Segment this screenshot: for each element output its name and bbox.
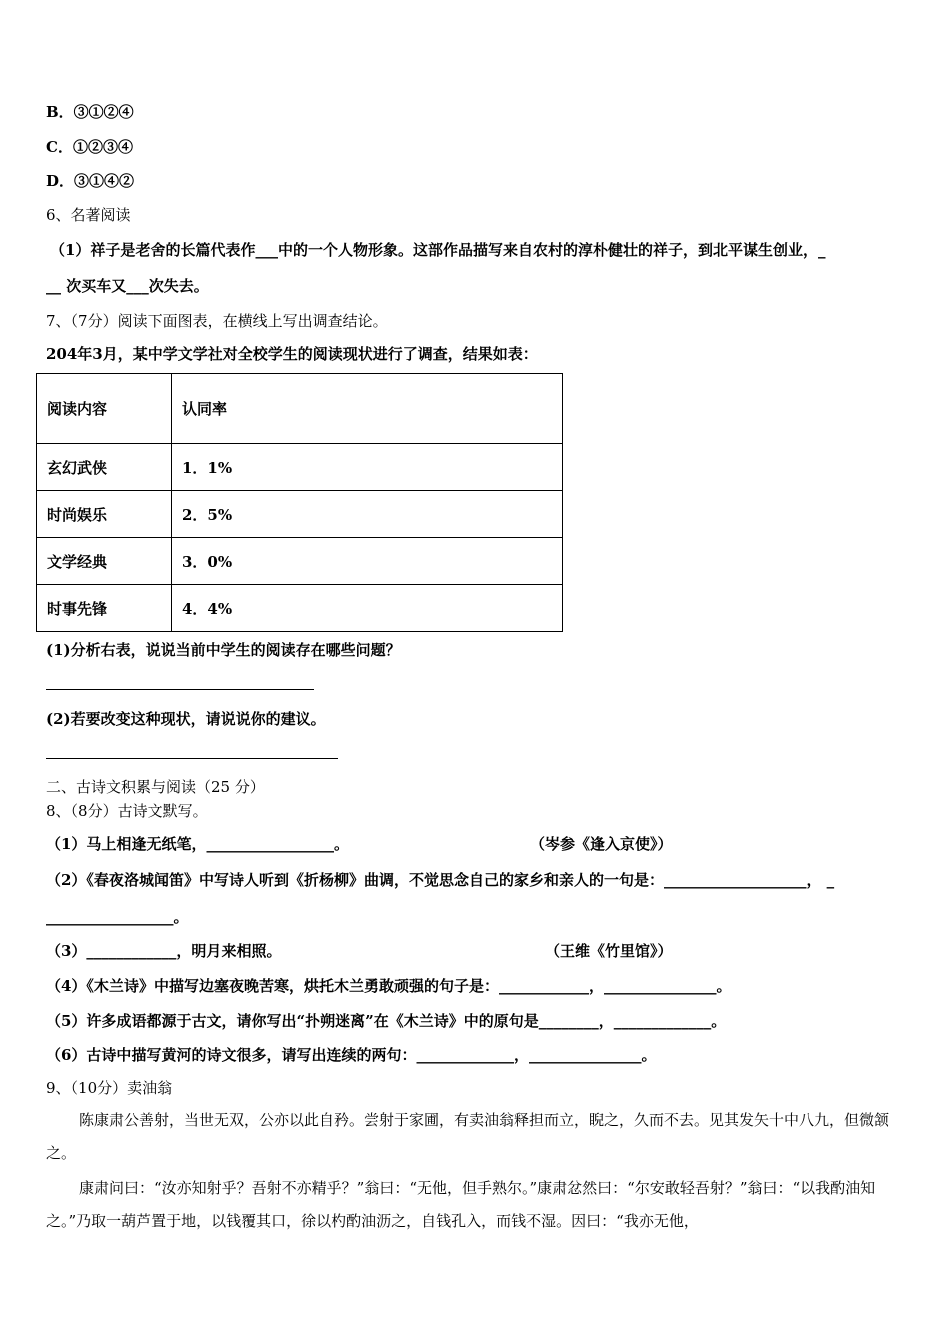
q7-sub2: (2)若要改变这种现状，请说说你的建议。 xyxy=(46,710,326,728)
table-header-cell: 阅读内容 xyxy=(37,374,172,444)
table-header-row xyxy=(37,374,563,444)
section2-heading: 二、古诗文积累与阅读（25 分） xyxy=(46,778,265,796)
survey-table xyxy=(36,373,563,632)
q9-paragraph-1: 陈康肃公善射，当世无双，公亦以此自矜。尝射于家圃，有卖油翁释担而立，睨之，久而不去。见其发矢十中八九，但微颔之。 xyxy=(46,1111,890,1162)
table-row xyxy=(37,491,563,538)
table-cell: 3．0% xyxy=(172,538,563,585)
option-b: B．③①②④ xyxy=(46,103,134,121)
table-cell: 2．5% xyxy=(172,491,563,538)
q8-item5: （5）许多成语都源于古文，请你写出“扑朔迷离”在《木兰诗》中的原句是________，_____________。 xyxy=(46,1012,727,1030)
option-c: C．①②③④ xyxy=(46,138,133,156)
q6-heading: 6、名著阅读 xyxy=(46,206,131,224)
table-row xyxy=(37,444,563,491)
q9-paragraph-2: 康肃问曰：“汝亦知射乎？吾射不亦精乎？”翁曰：“无他，但手熟尔。”康肃忿然曰：“尔安敢轻吾射？”翁曰：“以我酌油知之。”乃取一葫芦置于地，以钱覆其口，徐以杓酌油沥之，自钱孔入，而钱不湿。因曰：“我亦无他， xyxy=(46,1179,876,1230)
q7-intro: 204年3月，某中学文学社对全校学生的阅读现状进行了调查，结果如表： xyxy=(46,345,538,363)
q7-sub1: (1)分析右表，说说当前中学生的阅读存在哪些问题？ xyxy=(46,641,401,659)
option-d: D．③①④② xyxy=(46,172,135,190)
table-row xyxy=(37,538,563,585)
table-cell: 玄幻武侠 xyxy=(37,444,172,491)
q8-heading: 8、（8分）古诗文默写。 xyxy=(46,802,208,820)
q8-item1-source: （岑参《逢入京使》） xyxy=(530,835,673,853)
q8-item3-source: （王维《竹里馆》） xyxy=(545,942,673,960)
answer-line[interactable] xyxy=(46,689,314,690)
table-cell: 时事先锋 xyxy=(37,585,172,632)
table-cell: 1．1% xyxy=(172,444,563,491)
q7-heading: 7、（7分）阅读下面图表，在横线上写出调查结论。 xyxy=(46,312,388,330)
table-cell: 4．4% xyxy=(172,585,563,632)
q6-line1: （1）祥子是老舍的长篇代表作___中的一个人物形象。这部作品描写来自农村的淳朴健壮的祥子，到北平谋生创业，_ xyxy=(50,241,826,259)
table-cell: 文学经典 xyxy=(37,538,172,585)
q8-item2a: （2）《春夜洛城闻笛》中写诗人听到《折杨柳》曲调，不觉思念自己的家乡和亲人的一句是：___________________， _ xyxy=(46,871,835,889)
table-row xyxy=(37,585,563,632)
q9-heading: 9、（10分）卖油翁 xyxy=(46,1079,173,1097)
answer-line[interactable] xyxy=(46,758,338,759)
q8-item3: （3）____________，明月来相照。 xyxy=(46,942,282,960)
q6-line2: __ 次买车又___次失去。 xyxy=(46,277,209,295)
q8-item4: （4）《木兰诗》中描写边塞夜晚苦寒，烘托木兰勇敢顽强的句子是：____________，_______________。 xyxy=(46,977,732,995)
table-cell: 时尚娱乐 xyxy=(37,491,172,538)
q8-item2b: _________________。 xyxy=(46,908,189,926)
q8-item6: （6）古诗中描写黄河的诗文很多，请写出连续的两句：_____________，_______________。 xyxy=(46,1046,657,1064)
table-header-cell: 认同率 xyxy=(172,374,563,444)
q8-item1: （1）马上相逢无纸笔，_________________。 xyxy=(46,835,349,853)
